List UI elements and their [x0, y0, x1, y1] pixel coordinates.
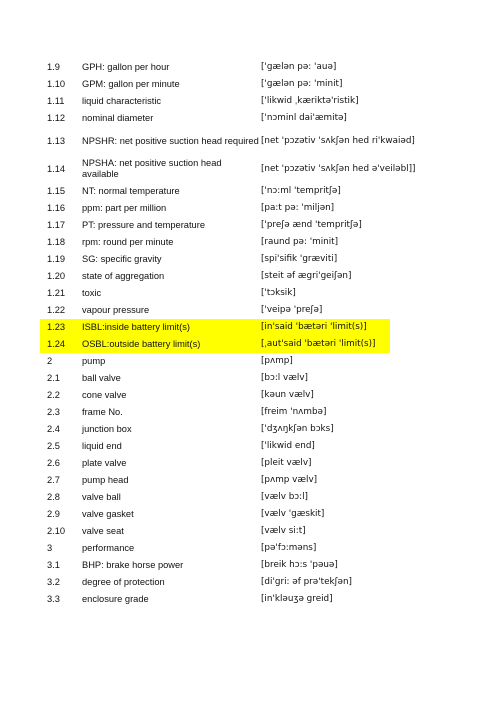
table-row — [40, 183, 460, 200]
entry-term: valve seat — [82, 526, 124, 536]
entry-term: enclosure grade — [82, 594, 149, 604]
entry-pronunciation: [pə'fɔ:məns] — [261, 543, 317, 553]
table-row — [40, 489, 460, 506]
table-row — [40, 574, 460, 591]
entry-number: 3.2 — [47, 577, 60, 587]
entry-number: 2.3 — [47, 407, 60, 417]
entry-number: 1.15 — [47, 186, 66, 196]
entry-term: OSBL:outside battery limit(s) — [81, 336, 260, 353]
entry-number: 1.18 — [47, 237, 66, 247]
entry-term: NT: normal temperature — [82, 186, 180, 196]
entry-pronunciation: [pleit vælv] — [261, 458, 312, 468]
entry-term: liquid end — [82, 441, 122, 451]
entry-term: junction box — [82, 424, 132, 434]
entry-number: 2.8 — [47, 492, 60, 502]
table-row — [40, 234, 460, 251]
entry-number: 1.12 — [47, 113, 66, 123]
entry-pronunciation: [net 'pɔzətiv 'sʌkʃən hed ri'kwaiəd] — [261, 135, 415, 146]
entry-pronunciation: ['veipə 'preʃə] — [261, 305, 323, 315]
entry-pronunciation: [steit əf ægri'geiʃən] — [261, 271, 352, 281]
entry-pronunciation: [in'said 'bætəri 'limit(s)] — [260, 319, 390, 336]
table-row — [40, 421, 460, 438]
entry-number: 1.19 — [47, 254, 66, 264]
entry-number: 2.2 — [47, 390, 60, 400]
entry-term: NPSHA: net positive suction head available — [82, 158, 222, 179]
table-row — [40, 353, 460, 370]
table-row — [40, 438, 460, 455]
table-row — [40, 268, 460, 285]
table-row — [40, 302, 460, 319]
entry-number: 2.1 — [47, 373, 60, 383]
table-row — [40, 217, 460, 234]
entry-term: valve ball — [82, 492, 121, 502]
table-row — [40, 523, 460, 540]
entry-number: 1.17 — [47, 220, 66, 230]
entry-term: liquid characteristic — [82, 96, 162, 106]
entry-number: 1.9 — [47, 62, 60, 72]
entry-pronunciation: ['gælən pə: 'auə] — [261, 62, 337, 72]
entry-pronunciation: ['tɔksik] — [261, 288, 296, 298]
entry-term: valve gasket — [82, 509, 134, 519]
entry-term: SG: specific gravity — [82, 254, 162, 264]
entry-term: pump — [82, 356, 106, 366]
entry-pronunciation: [vælv si:t] — [261, 526, 306, 536]
table-row — [40, 336, 460, 353]
entry-term: degree of protection — [82, 577, 165, 587]
entry-pronunciation: [kəun vælv] — [261, 390, 314, 400]
table-row — [40, 127, 460, 155]
entry-pronunciation: [in'kləuʒə greid] — [261, 594, 333, 604]
entry-term: ball valve — [82, 373, 121, 383]
entry-pronunciation: [pʌmp] — [261, 356, 293, 366]
table-row — [40, 404, 460, 421]
entry-pronunciation: ['likwid ˌkæriktə'ristik] — [261, 96, 359, 106]
entry-term: frame No. — [82, 407, 123, 417]
entry-pronunciation: [breik hɔ:s 'pəuə] — [261, 560, 338, 570]
entry-term: cone valve — [82, 390, 127, 400]
entry-pronunciation: ['preʃə ænd 'tempritʃə] — [261, 220, 362, 230]
entry-term: vapour pressure — [82, 305, 150, 315]
entry-pronunciation: ['nɔminl dai'æmitə] — [261, 113, 347, 123]
entry-term: nominal diameter — [82, 113, 154, 123]
entry-number: 1.10 — [47, 79, 66, 89]
entry-number: 1.21 — [47, 288, 66, 298]
table-row — [40, 251, 460, 268]
entry-pronunciation: [spi'sifik 'græviti] — [261, 254, 338, 264]
entry-number: 1.24 — [40, 336, 81, 353]
entry-number: 1.13 — [47, 135, 66, 146]
entry-pronunciation: [vælv 'gæskit] — [261, 509, 325, 519]
entry-number: 1.14 — [47, 163, 66, 174]
entry-pronunciation: ['gælən pə: 'minit] — [261, 79, 343, 89]
entry-pronunciation: [ˌaut'said 'bætəri 'limit(s)] — [260, 336, 390, 353]
entry-number: 3 — [47, 543, 53, 553]
entry-pronunciation: ['nɔ:ml 'tempritʃə] — [261, 186, 341, 196]
entry-term: GPH: gallon per hour — [82, 62, 170, 72]
table-row — [40, 557, 460, 574]
table-row — [40, 59, 460, 76]
table-row — [40, 110, 460, 127]
entry-term: GPM: gallon per minute — [82, 79, 180, 89]
entry-number: 2.6 — [47, 458, 60, 468]
entry-term: ppm: part per million — [82, 203, 167, 213]
table-row — [40, 387, 460, 404]
entry-term: NPSHR: net positive suction head required — [82, 135, 259, 146]
entry-number: 2.7 — [47, 475, 60, 485]
entry-term: ISBL:inside battery limit(s) — [81, 319, 260, 336]
entry-pronunciation: [di'gri: əf prə'tekʃən] — [261, 577, 352, 587]
entry-number: 3.1 — [47, 560, 60, 570]
entry-number: 2.9 — [47, 509, 60, 519]
entry-number: 1.16 — [47, 203, 66, 213]
entry-pronunciation: [raund pə: 'minit] — [261, 237, 339, 247]
table-row — [40, 285, 460, 302]
entry-term: BHP: brake horse power — [82, 560, 184, 570]
entry-term: rpm: round per minute — [82, 237, 174, 247]
entry-number: 2.4 — [47, 424, 60, 434]
table-row — [40, 370, 460, 387]
glossary-table — [40, 59, 460, 608]
table-row — [40, 155, 460, 183]
entry-pronunciation: [bɔ:l vælv] — [261, 373, 308, 383]
table-row — [40, 455, 460, 472]
table-row — [40, 200, 460, 217]
entry-term: performance — [82, 543, 135, 553]
entry-term: state of aggregation — [82, 271, 165, 281]
entry-pronunciation: [pa:t pə: 'miljən] — [261, 203, 335, 213]
entry-number: 2 — [47, 356, 53, 366]
table-row — [40, 93, 460, 110]
entry-pronunciation: [vælv bɔ:l] — [261, 492, 308, 502]
entry-term: plate valve — [82, 458, 127, 468]
entry-number: 2.10 — [47, 526, 66, 536]
entry-pronunciation: [pʌmp vælv] — [261, 475, 318, 485]
entry-pronunciation: [net 'pɔzətiv 'sʌkʃən hed ə'veiləbl]] — [261, 163, 416, 174]
table-row — [40, 540, 460, 557]
entry-term: pump head — [82, 475, 129, 485]
table-row — [40, 591, 460, 608]
entry-number: 1.20 — [47, 271, 66, 281]
entry-number: 1.22 — [47, 305, 66, 315]
entry-term: PT: pressure and temperature — [82, 220, 205, 230]
table-row — [40, 472, 460, 489]
entry-pronunciation: ['likwid end] — [261, 441, 315, 451]
entry-term: toxic — [82, 288, 102, 298]
entry-number: 3.3 — [47, 594, 60, 604]
entry-number: 1.23 — [40, 319, 81, 336]
table-row — [40, 319, 460, 336]
table-row — [40, 76, 460, 93]
entry-number: 1.11 — [47, 96, 65, 106]
entry-pronunciation: ['dʒʌŋkʃən bɔks] — [261, 424, 334, 434]
entry-pronunciation: [freim 'nʌmbə] — [261, 407, 327, 417]
entry-number: 2.5 — [47, 441, 60, 451]
table-row — [40, 506, 460, 523]
